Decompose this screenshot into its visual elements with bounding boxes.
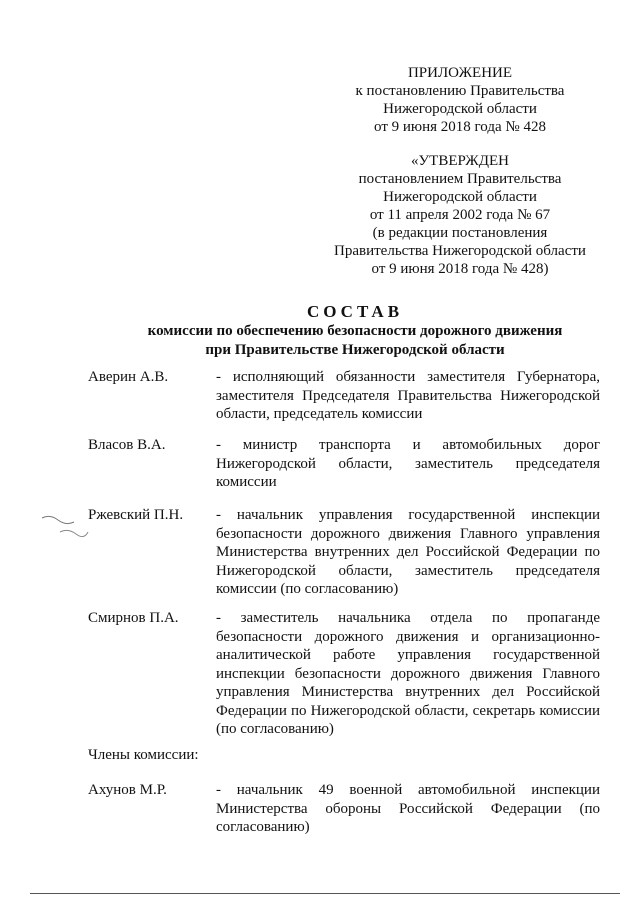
appendix-line: к постановлению Правительства bbox=[355, 83, 565, 99]
member-role: - начальник управления государственной инспекции безопасности дорожного движения Главного управления Министерства внутренних дел Российской Федерации по Нижегородской области, заместитель председателя комиссии (по согласованию) bbox=[216, 507, 600, 597]
member-role: - заместитель начальника отдела по пропаганде безопасности дорожного движения и организационно-аналитической работе управления государственной инспекции безопасности дорожного движения Главного управления Министерства внутренних дел Российской Федерации по Нижегородской области, секретарь комиссии (по согласованию) bbox=[216, 610, 600, 737]
document-subtitle: комиссии по обеспечению безопасности дорожного движения bbox=[147, 323, 563, 339]
scan-smudge-mark bbox=[40, 508, 90, 540]
appendix-line: от 9 июня 2018 года № 428 bbox=[374, 119, 546, 135]
member-name: Власов В.А. bbox=[88, 437, 166, 453]
approved-line: (в редакции постановления bbox=[372, 225, 548, 241]
appendix-line: ПРИЛОЖЕНИЕ bbox=[407, 65, 513, 81]
approved-line: «УТВЕРЖДЕН bbox=[411, 153, 509, 169]
members-label: Члены комиссии: bbox=[88, 747, 199, 763]
document-subtitle: при Правительстве Нижегородской области bbox=[205, 342, 505, 358]
member-name: Аверин А.В. bbox=[88, 369, 169, 385]
approved-header bbox=[310, 152, 610, 278]
document-title: СОСТАВ bbox=[306, 302, 404, 321]
bottom-rule bbox=[30, 893, 620, 894]
appendix-header bbox=[310, 64, 610, 136]
approved-line: постановлением Правительства bbox=[358, 171, 562, 187]
approved-line: от 11 апреля 2002 года № 67 bbox=[369, 207, 551, 223]
member-role: - начальник 49 военной автомобильной инспекции Министерства обороны Российской Федерации (по согласованию) bbox=[216, 782, 600, 835]
approved-line: от 9 июня 2018 года № 428) bbox=[371, 261, 549, 277]
member-role: - исполняющий обязанности заместителя Губернатора, заместителя Председателя Правительства Нижегородской области, председатель комиссии bbox=[216, 369, 600, 422]
member-name: Ржевский П.Н. bbox=[88, 507, 184, 523]
member-role: - министр транспорта и автомобильных дорог Нижегородской области, заместитель председателя комиссии bbox=[216, 437, 600, 490]
appendix-line: Нижегородской области bbox=[383, 101, 537, 117]
approved-line: Нижегородской области bbox=[383, 189, 537, 205]
approved-line: Правительства Нижегородской области bbox=[334, 243, 586, 259]
document-title-block bbox=[70, 302, 640, 360]
member-name: Смирнов П.А. bbox=[88, 610, 179, 626]
member-name: Ахунов М.Р. bbox=[88, 782, 167, 798]
